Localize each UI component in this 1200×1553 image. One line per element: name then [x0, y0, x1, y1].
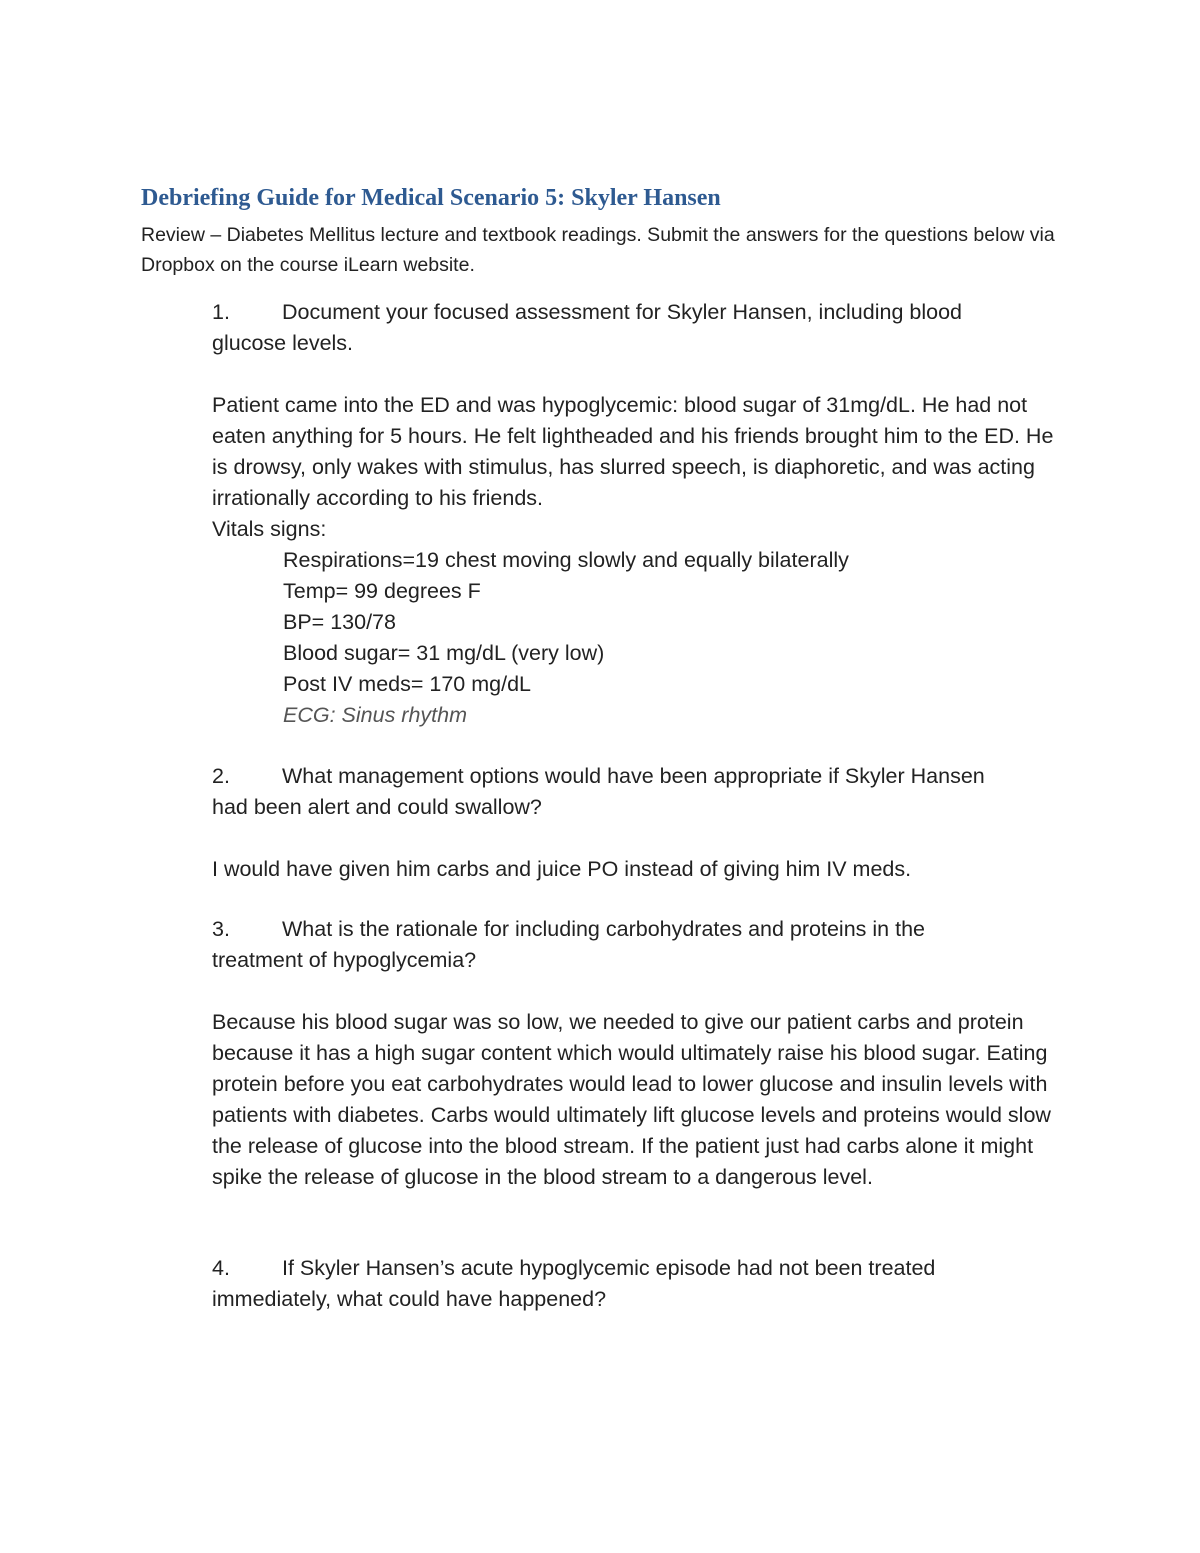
question-3 [212, 914, 1072, 976]
intro-paragraph: Review – Diabetes Mellitus lecture and textbook readings. Submit the answers for the questions below via Dropbox on the course iLearn website. [141, 224, 1055, 276]
question-number: 1. [212, 300, 230, 324]
question-text-continued: had been alert and could swallow? [212, 795, 542, 819]
document-title: Debriefing Guide for Medical Scenario 5: Skyler Hansen [141, 185, 721, 211]
vitals-heading: Vitals signs: [212, 517, 327, 541]
question-text-continued: treatment of hypoglycemia? [212, 948, 477, 972]
vital-blood-sugar: Blood sugar= 31 mg/dL (very low) [283, 641, 605, 665]
vital-post-iv: Post IV meds= 170 mg/dL [283, 672, 531, 696]
question-number: 3. [212, 917, 230, 941]
answer-paragraph: Patient came into the ED and was hypoglycemic: blood sugar of 31mg/dL. He had not eaten anything for 5 hours. He felt lightheaded and his friends brought him to the ED. He is drowsy, only wakes with stimulus, has slurred speech, is diaphoretic, and was acting irrationally according to his friends. [212, 393, 1054, 510]
answer-3 [212, 1007, 1072, 1193]
vital-respirations: Respirations=19 chest moving slowly and equally bilaterally [283, 548, 849, 572]
question-number: 2. [212, 764, 230, 788]
question-4 [212, 1253, 1072, 1315]
answer-paragraph: I would have given him carbs and juice PO instead of giving him IV meds. [212, 857, 912, 881]
question-2 [212, 761, 1072, 823]
answer-1 [212, 390, 1072, 545]
question-number: 4. [212, 1256, 230, 1280]
answer-2 [212, 854, 1072, 885]
answer-paragraph: Because his blood sugar was so low, we needed to give our patient carbs and protein because it has a high sugar content which would ultimately raise his blood sugar. Eating protein before you eat carbohydrates would lead to lower glucose and insulin levels with patients with diabetes. Carbs would ultimately lift glucose levels and proteins would slow the release of glucose into the blood stream. If the patient just had carbs alone it might spike the release of glucose in the blood stream to a dangerous level. [212, 1010, 1051, 1189]
question-text: What management options would have been appropriate if Skyler Hansen [282, 764, 985, 788]
question-text: If Skyler Hansen’s acute hypoglycemic episode had not been treated [282, 1256, 936, 1280]
vital-temp: Temp= 99 degrees F [283, 579, 481, 603]
question-text: Document your focused assessment for Skyler Hansen, including blood [282, 300, 962, 324]
vitals-list [283, 545, 849, 731]
question-text-continued: immediately, what could have happened? [212, 1287, 607, 1311]
question-text-continued: glucose levels. [212, 331, 354, 355]
question-1 [212, 297, 1072, 359]
vital-ecg: ECG: Sinus rhythm [283, 703, 467, 727]
question-text: What is the rationale for including carbohydrates and proteins in the [282, 917, 925, 941]
vital-bp: BP= 130/78 [283, 610, 396, 634]
